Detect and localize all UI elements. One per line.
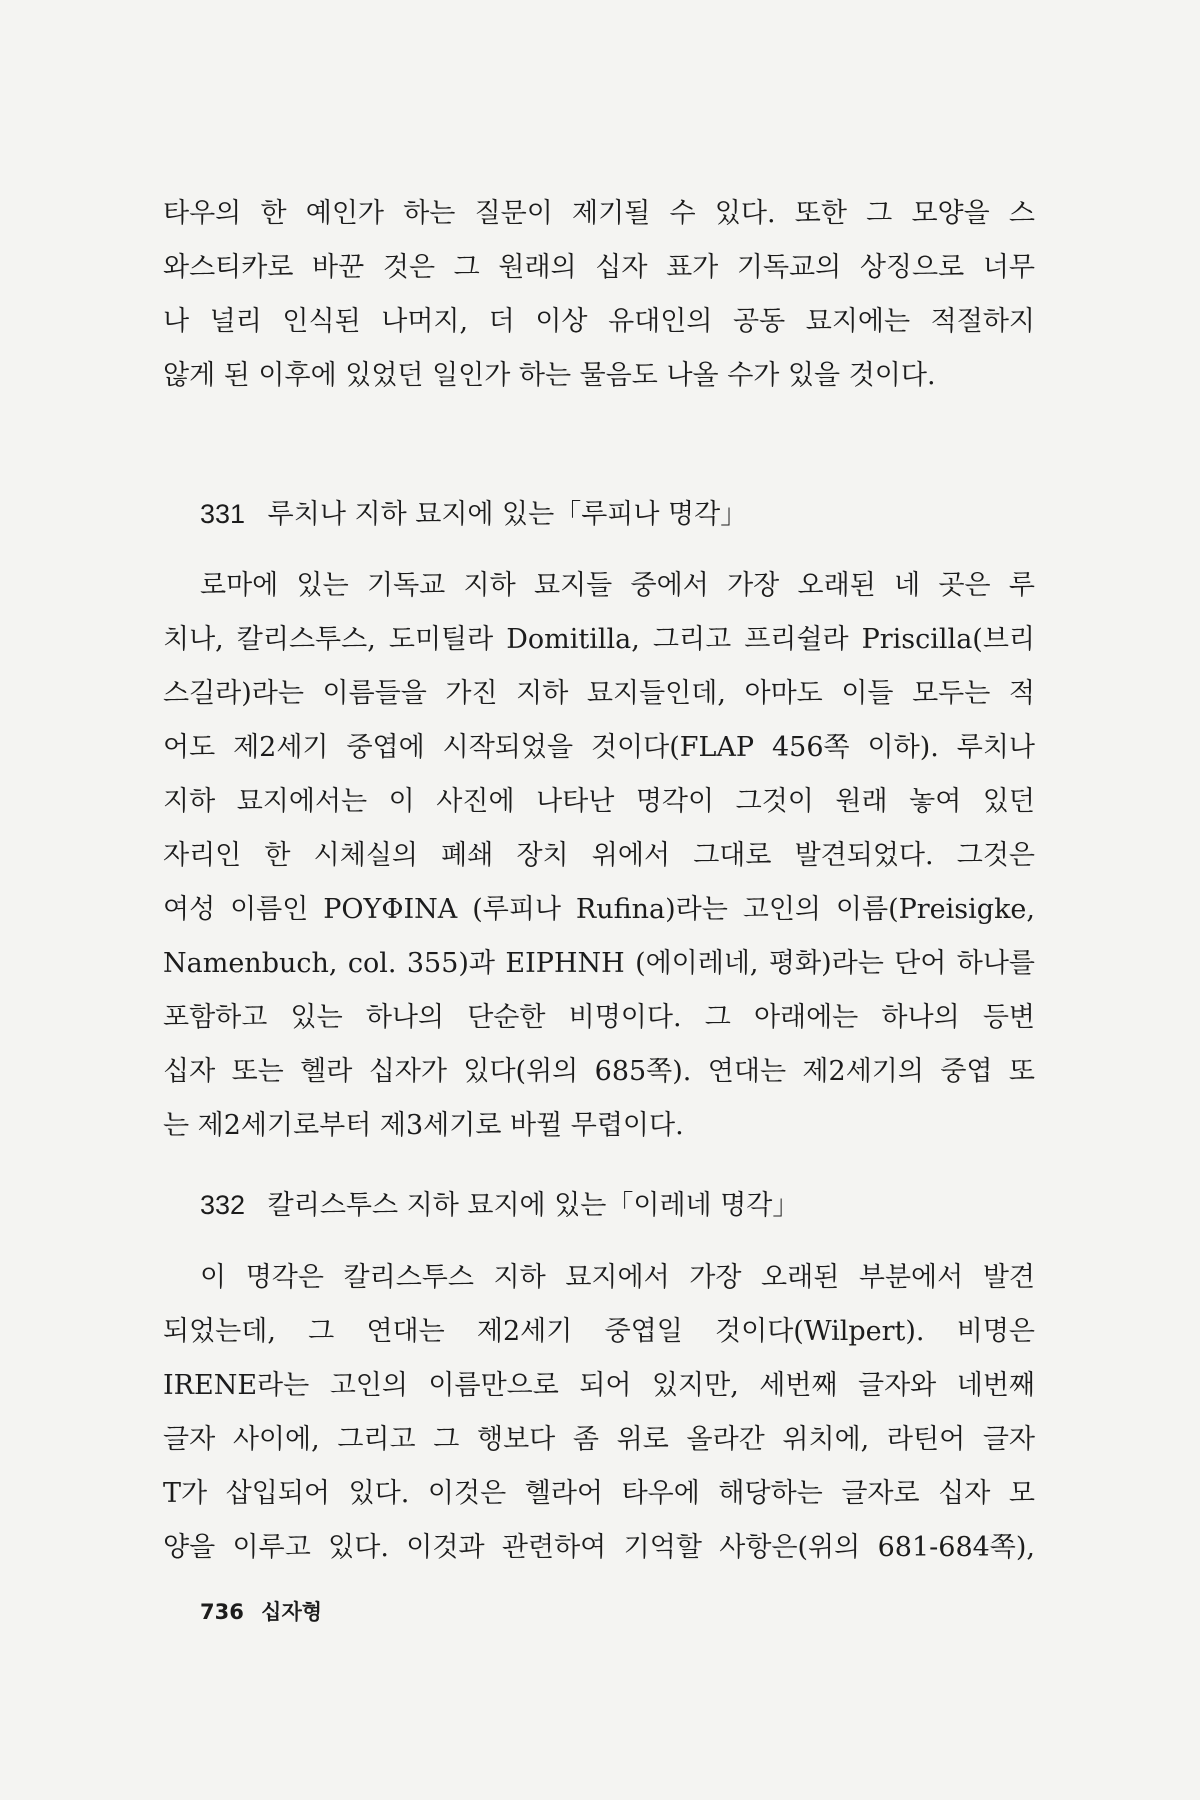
section-title: 루치나 지하 묘지에 있는「루피나 명각」 bbox=[267, 499, 748, 530]
text-line: 자리인 한 시체실의 폐쇄 장치 위에서 그대로 발견되었다. 그것은 bbox=[163, 840, 1035, 871]
page-footer bbox=[200, 1596, 322, 1626]
text-line: 어도 제2세기 중엽에 시작되었을 것이다(FLAP 456쪽 이하). 루치나 bbox=[163, 732, 1035, 763]
text-line: 않게 된 이후에 있었던 일인가 하는 물음도 나올 수가 있을 것이다. bbox=[163, 360, 936, 391]
text-line: 양을 이루고 있다. 이것과 관련하여 기억할 사항은(위의 681-684쪽), bbox=[163, 1532, 1035, 1563]
text-line: 와스티카로 바꾼 것은 그 원래의 십자 표가 기독교의 상징으로 너무 bbox=[163, 252, 1035, 283]
text-line: 이 명각은 칼리스투스 지하 묘지에서 가장 오래된 부분에서 발견 bbox=[200, 1262, 1035, 1293]
section-332-body bbox=[163, 1251, 1035, 1575]
text-line: 되었는데, 그 연대는 제2세기 중엽일 것이다(Wilpert). 비명은 bbox=[163, 1316, 1035, 1347]
text-line: 글자 사이에, 그리고 그 행보다 좀 위로 올라간 위치에, 라틴어 글자 bbox=[163, 1424, 1035, 1455]
section-331-body bbox=[163, 559, 1035, 1153]
text-line: 스길라)라는 이름들을 가진 지하 묘지들인데, 아마도 이들 모두는 적 bbox=[163, 678, 1035, 709]
section-heading-331 bbox=[200, 494, 747, 535]
intro-paragraph bbox=[163, 187, 1035, 403]
text-line: 지하 묘지에서는 이 사진에 나타난 명각이 그것이 원래 놓여 있던 bbox=[163, 786, 1035, 817]
section-title: 칼리스투스 지하 묘지에 있는「이레네 명각」 bbox=[267, 1190, 800, 1221]
text-line: 는 제2세기로부터 제3세기로 바뀔 무렵이다. bbox=[163, 1110, 684, 1141]
text-line: IRENE라는 고인의 이름만으로 되어 있지만, 세번째 글자와 네번째 bbox=[163, 1370, 1035, 1401]
text-line: 치나, 칼리스투스, 도미틸라 Domitilla, 그리고 프리쉴라 Priscilla(브리 bbox=[163, 624, 1035, 655]
running-title: 십자형 bbox=[261, 1600, 323, 1624]
section-number: 332 bbox=[200, 1190, 246, 1220]
text-line: Namenbuch, col. 355)과 EIPHNH (에이레네, 평화)라는 단어 하나를 bbox=[163, 948, 1035, 979]
page-number: 736 bbox=[200, 1600, 244, 1624]
text-line: 십자 또는 헬라 십자가 있다(위의 685쪽). 연대는 제2세기의 중엽 또 bbox=[163, 1056, 1035, 1087]
text-line: 포함하고 있는 하나의 단순한 비명이다. 그 아래에는 하나의 등변 bbox=[163, 1002, 1035, 1033]
text-line: 나 널리 인식된 나머지, 더 이상 유대인의 공동 묘지에는 적절하지 bbox=[163, 306, 1035, 337]
section-number: 331 bbox=[200, 499, 246, 529]
text-line: 타우의 한 예인가 하는 질문이 제기될 수 있다. 또한 그 모양을 스 bbox=[163, 198, 1035, 229]
text-line: 로마에 있는 기독교 지하 묘지들 중에서 가장 오래된 네 곳은 루 bbox=[200, 570, 1035, 601]
text-line: T가 삽입되어 있다. 이것은 헬라어 타우에 해당하는 글자로 십자 모 bbox=[163, 1478, 1035, 1509]
section-heading-332 bbox=[200, 1185, 799, 1226]
text-line: 여성 이름인 POYΦINA (루피나 Rufina)라는 고인의 이름(Preisigke, bbox=[163, 894, 1035, 925]
